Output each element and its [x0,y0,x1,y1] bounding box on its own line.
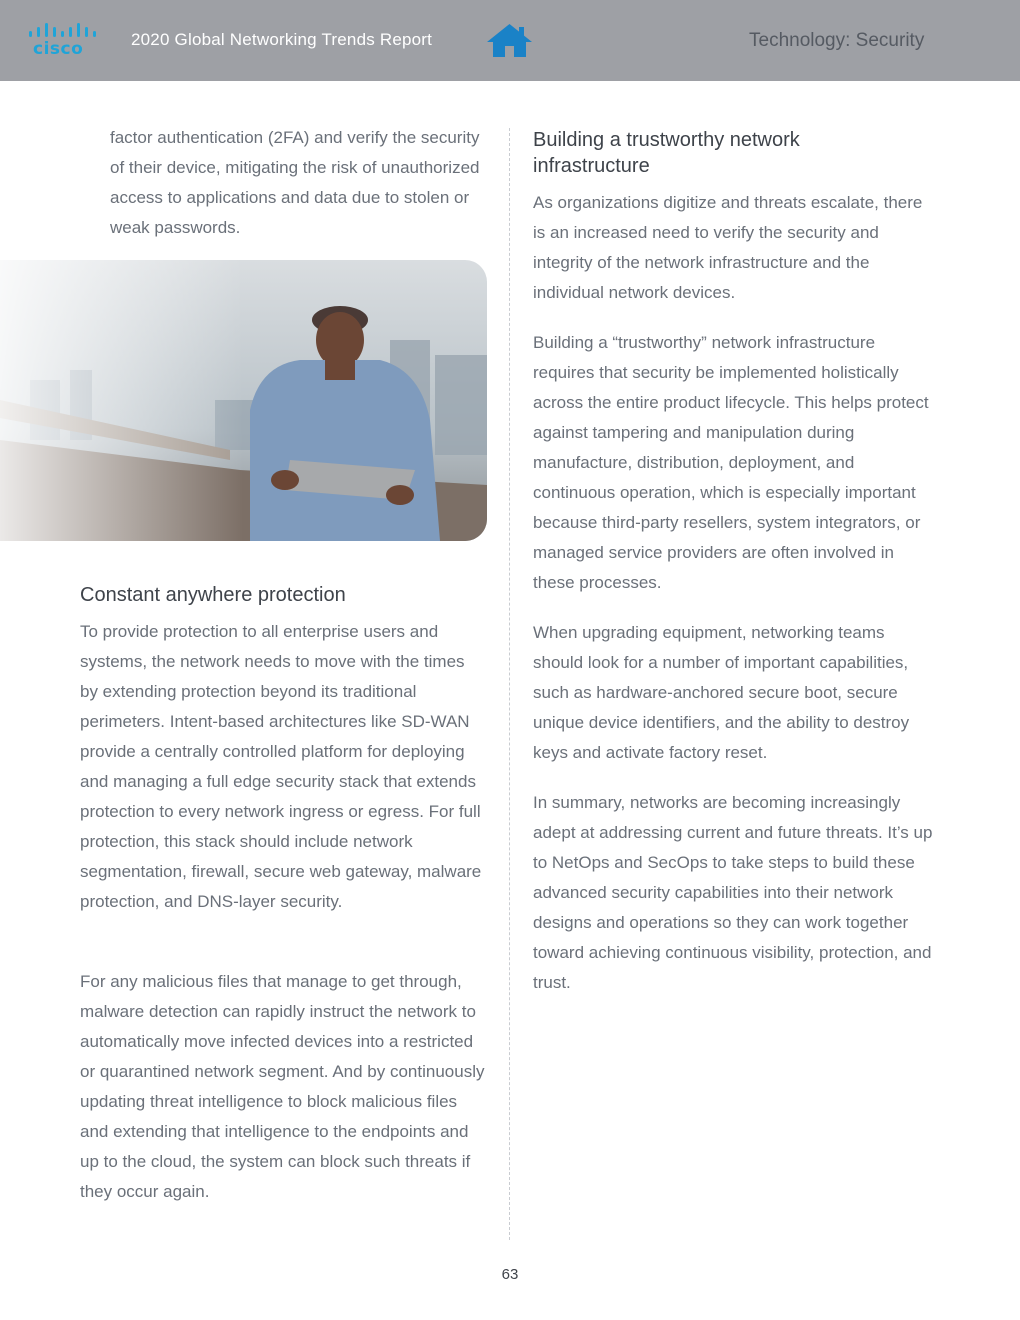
logo-wordmark: cisco [33,39,84,59]
cisco-bridge-icon [28,22,98,40]
constant-protection-heading: Constant anywhere protection [80,584,346,606]
section-label: Technology: Security [749,30,925,51]
report-title: 2020 Global Networking Trends Report [131,30,433,49]
protection-paragraph-2: For any malicious files that manage to get through, malware detection can rapidly instruct the network to automatically move infected devices into a restricted or quarantined network segment. And by continuously updating threat intelligence to block malicious files and extending that intelligence to the endpoints and up to the cloud, the system can block such threats if they occur again. [80,972,485,1201]
man-with-tablet-photo [0,260,487,541]
trustworthy-paragraph-4: In summary, networks are becoming increasingly adept at addressing current and future threats. It’s up to NetOps and SecOps to take steps to build these advanced security capabilities into their network designs and operations so they can work together toward achieving continuous visibility, protection, and trust. [533,793,933,992]
page-number: 63 [501,1266,519,1283]
trustworthy-paragraph-1: As organizations digitize and threats escalate, there is an increased need to verify the security and integrity of the network infrastructure and the individual network devices. [533,193,923,302]
column-divider [509,128,510,1240]
home-icon[interactable] [485,22,534,59]
trustworthy-network-heading: Building a trustworthy network infrastructure [533,129,800,177]
protection-paragraph-1: To provide protection to all enterprise users and systems, the network needs to move with the times by extending protection beyond its traditional perimeters. Intent-based architectures like SD-WAN provide a centrally controlled platform for deploying and managing a full edge security stack that extends protection to every network ingress or egress. For full protection, this stack should include network segmentation, firewall, secure web gateway, malware protection, and DNS-layer security. [80,622,482,911]
header-bar [0,0,1020,81]
trustworthy-paragraph-2: Building a “trustworthy” network infrastructure requires that security be implemented holistically across the entire product lifecycle. This helps protect against tampering and manipulation during manufacture, distribution, deployment, and continuous operation, which is especially important because third-party resellers, system integrators, or managed service providers are often involved in these processes. [533,333,929,592]
intro-paragraph: factor authentication (2FA) and verify the security of their device, mitigating the risk of unauthorized access to applications and data due to stolen or weak passwords. [110,128,480,237]
cisco-logo[interactable] [28,22,98,62]
trustworthy-paragraph-3: When upgrading equipment, networking teams should look for a number of important capabilities, such as hardware-anchored secure boot, secure unique device identifiers, and the ability to destroy keys and activate factory reset. [533,623,910,762]
